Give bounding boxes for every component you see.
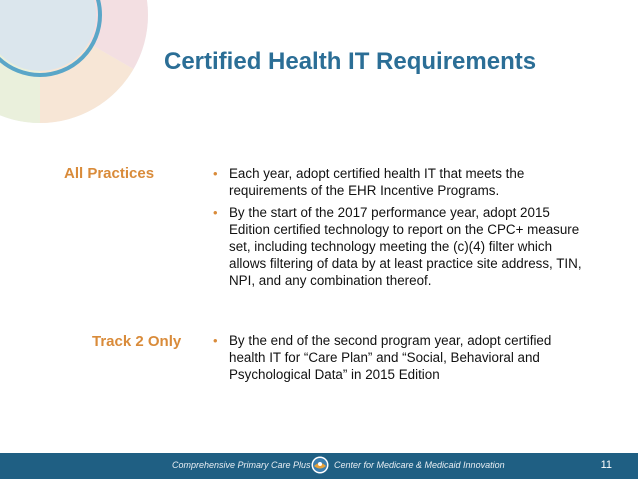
page-number: 11: [600, 459, 612, 471]
section-label-track-2-only: Track 2 Only: [92, 333, 182, 350]
cmmi-logo-icon: [311, 456, 329, 474]
bullet-icon: •: [213, 166, 218, 181]
list-item: [213, 165, 583, 199]
list-item: [213, 332, 588, 383]
footer-org-name: Center for Medicare & Medicaid Innovation: [334, 460, 505, 470]
bullet-text: By the end of the second program year, adopt certified health IT for “Care Plan” and “Social, Behavioral and Psychological Data” in 2015 Edition: [229, 333, 552, 382]
bullet-text: By the start of the 2017 performance year, adopt 2015 Edition certified technology to report on the CPC+ measure set, including technology meeting the (c)(4) filter which allows filtering of data by at least practice site address, TIN, NPI, and any combination thereof.: [229, 205, 582, 288]
list-item: [213, 204, 583, 289]
bullet-icon: •: [213, 205, 218, 220]
decorative-wheel-graphic: [0, 0, 150, 125]
footer-bar: [0, 453, 638, 479]
section-label-all-practices: All Practices: [64, 165, 155, 182]
bullet-text: Each year, adopt certified health IT that meets the requirements of the EHR Incentive Programs.: [229, 166, 525, 198]
bullet-icon: •: [213, 333, 218, 348]
bullet-list-all-practices: [213, 165, 583, 294]
page-title: Certified Health IT Requirements: [164, 48, 537, 75]
footer-program-name: Comprehensive Primary Care Plus: [172, 460, 311, 470]
bullet-list-track-2: [213, 332, 588, 388]
